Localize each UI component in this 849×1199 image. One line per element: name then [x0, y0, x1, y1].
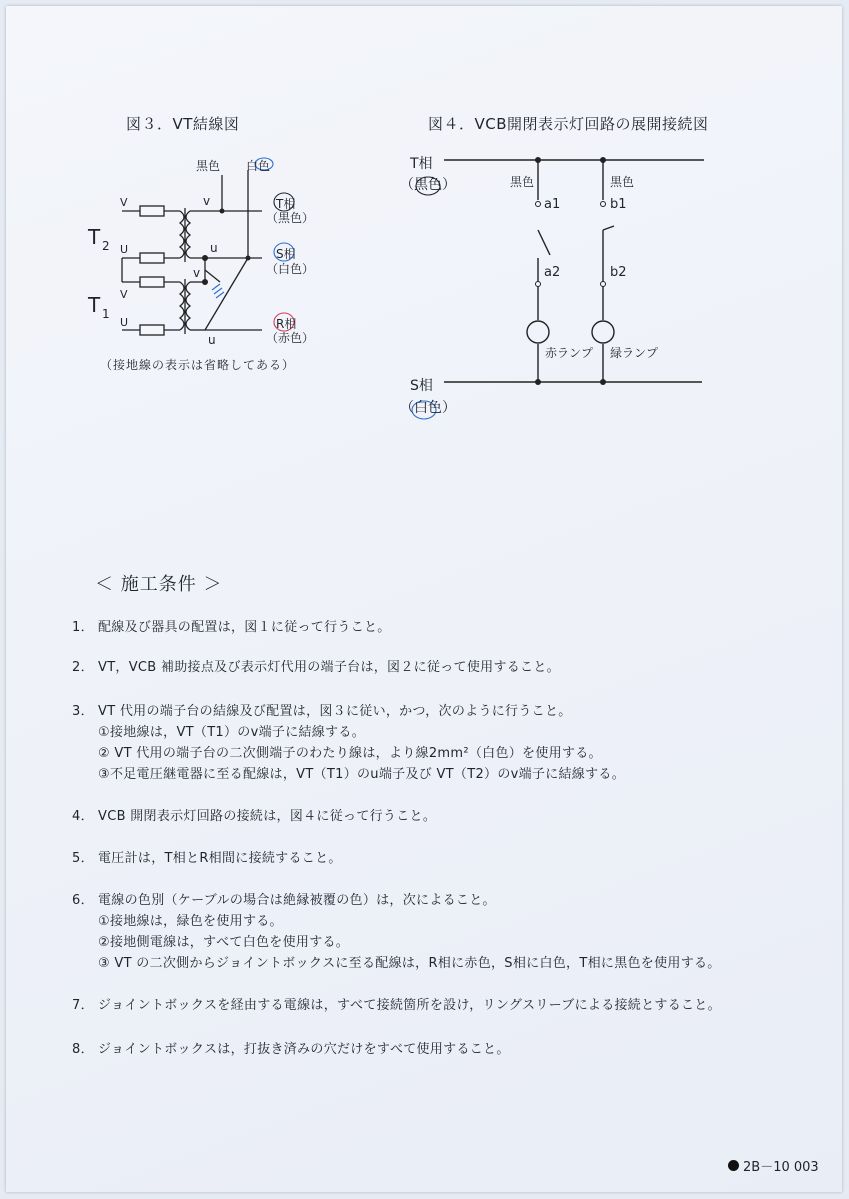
fig3-label-u-t1: u [208, 333, 216, 347]
condition-item-1 [72, 617, 391, 638]
fig4-label-b2: b2 [610, 265, 627, 280]
condition-num: 7． [72, 998, 94, 1013]
fig3-label-v-t1: v [193, 266, 201, 280]
fig3-label-U-t2: U [120, 243, 129, 256]
fig4-label-black2: 黒色 [610, 175, 635, 189]
fig3-label-T1: T [88, 293, 101, 317]
condition-num: 6． [72, 893, 94, 908]
condition-item-4 [72, 806, 436, 827]
fig4-t-phase: T相 [410, 156, 433, 172]
condition-num: 2． [72, 660, 94, 675]
condition-text: ジョイントボックスを経由する電線は，すべて接続箇所を設け，リングスリーブによる接続とすること。 [98, 998, 721, 1013]
condition-sub-3-3: ③不足電圧継電器に至る配線は，VT（T1）のu端子及び VT（T2）のv端子に結線する。 [98, 767, 626, 782]
fig4-s-color: （白色） [400, 400, 456, 416]
fig3-label-U-t1: U [120, 316, 129, 329]
fig4-s-phase: S相 [410, 378, 433, 394]
condition-num: 3． [72, 704, 94, 719]
condition-sub-6-3: ③ VT の二次側からジョイントボックスに至る配線は，R相に赤色，S相に白色，T相に黒色を使用する。 [98, 956, 721, 971]
fig3-label-T1-sub: 1 [102, 307, 110, 321]
fig3-r-color: （赤色） [266, 331, 315, 345]
condition-text: VT，VCB 補助接点及び表示灯代用の端子台は，図２に従って使用すること。 [98, 660, 560, 675]
fig4-label-b1: b1 [610, 197, 627, 212]
condition-sub-3-2: ② VT 代用の端子台の二次側端子のわたり線は，より線2mm²（白色）を使用する。 [98, 746, 602, 761]
condition-item-7 [72, 995, 721, 1016]
condition-text: ジョイントボックスは，打抜き済みの穴だけをすべて使用すること。 [98, 1042, 510, 1057]
condition-text: 配線及び器具の配置は，図１に従って行うこと。 [98, 620, 391, 635]
fig4-label-black1: 黒色 [510, 175, 535, 189]
fig4-title: 図４．VCB開閉表示灯回路の展開接続図 [428, 115, 709, 133]
fig3-s-color: （白色） [266, 262, 315, 276]
condition-text: VT 代用の端子台の結線及び配置は，図３に従い，かつ，次のように行うこと。 [98, 704, 572, 719]
condition-text: 電線の色別（ケーブルの場合は絶縁被覆の色）は，次によること。 [98, 893, 496, 908]
fig3-label-u-t2: u [210, 241, 218, 255]
condition-item-8 [72, 1039, 510, 1060]
fig3-label-T2: T [88, 225, 101, 249]
condition-sub-6-1: ①接地線は，緑色を使用する。 [98, 914, 283, 929]
fig4-label-a2: a2 [544, 265, 561, 280]
fig3-label-v-t2: v [203, 194, 211, 208]
condition-num: 5． [72, 851, 94, 866]
fig3-label-T2-sub: 2 [102, 239, 110, 253]
condition-item-3 [72, 701, 625, 785]
fig3-label-V-t1: V [120, 288, 128, 301]
footer-code-text: 2B－10 003 [743, 1160, 819, 1175]
condition-sub-6-2: ②接地側電線は，すべて白色を使用する。 [98, 935, 350, 950]
condition-num: 1． [72, 620, 94, 635]
condition-item-6 [72, 890, 721, 974]
bullet-dot-icon [728, 1160, 739, 1171]
conditions-title: ＜ 施工条件 ＞ [95, 574, 223, 595]
fig3-label-white: 白色 [246, 159, 271, 173]
fig3-t-phase: T相 [276, 197, 296, 211]
fig3-label-black: 黒色 [196, 159, 221, 173]
footer-code [728, 1156, 819, 1175]
fig4-label-a1: a1 [544, 197, 561, 212]
condition-text: 電圧計は，T相とR相間に接続すること。 [98, 851, 342, 866]
condition-item-2 [72, 657, 560, 678]
fig3-r-phase: R相 [276, 317, 297, 331]
fig3-s-phase: S相 [276, 247, 296, 261]
condition-num: 4． [72, 809, 94, 824]
condition-num: 8． [72, 1042, 94, 1057]
condition-item-5 [72, 848, 342, 869]
fig4-t-color: （黒色） [400, 177, 456, 193]
fig4-lamp-circuit-diagram [0, 0, 849, 440]
fig3-note: （接地線の表示は省略してある） [100, 358, 296, 372]
condition-sub-3-1: ①接地線は，VT（T1）のv端子に結線する。 [98, 725, 365, 740]
fig4-green-lamp: 緑ランプ [610, 346, 659, 360]
condition-text: VCB 開閉表示灯回路の接続は，図４に従って行うこと。 [98, 809, 437, 824]
fig3-title: 図３．VT結線図 [126, 115, 240, 133]
fig3-t-color: （黒色） [266, 211, 315, 225]
fig3-label-V-t2: V [120, 196, 128, 209]
fig4-red-lamp: 赤ランプ [545, 346, 594, 360]
